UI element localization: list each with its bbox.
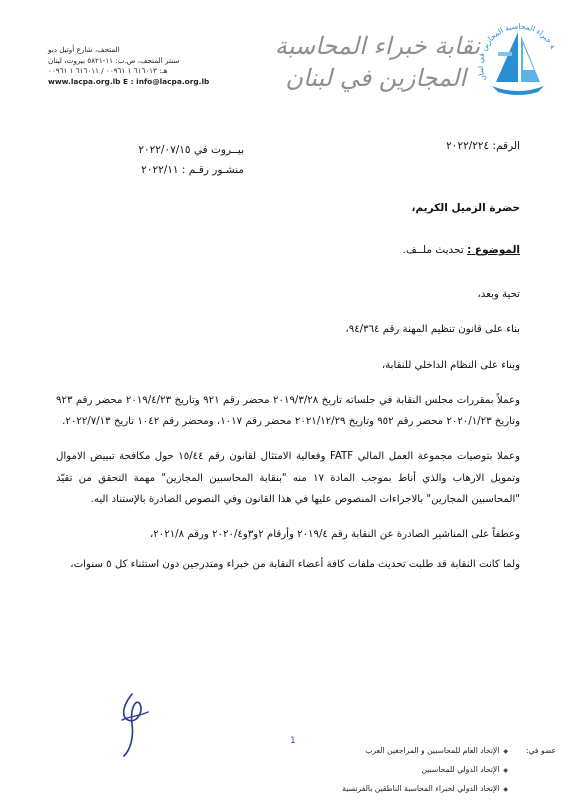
recipient-salutation: حضرة الزميل الكريم، — [411, 202, 520, 214]
paragraph-file-update: ولما كانت النقابة قد طلبت تحديث ملفات كافة أعضاء النقابة من خبراء ومتدرجين دون استثناء كل ٥ سنوات، — [70, 558, 520, 570]
paragraph-fatf: وعملا بتوصيات مجموعة العمل المالي FATF وفعالية الامتثال لقانون رقم ١٥/٤٤ حول مكافحة تبييض الاموال وتمويل الارهاب والذي أناط بموجب المادة ١٧ منه "بنقابة المحاسبين المجازين" مهمة التحقق من تقيّد "المحاسبين المجازين" بالاجراءات المنصوص عليها في هذا القانون وفي النصوص الصادرة بالإستناد اليه. — [56, 451, 520, 506]
subject-label: الموضوع : — [467, 244, 520, 256]
phone-line: هـ: ٦١٦٠١٣ ١ ٠٠٩٦١ / ٦١٦٠١١ ١ ٠٠٩٦١ — [48, 66, 168, 75]
reference-label: الرقم: — [492, 140, 520, 152]
date-block — [84, 140, 244, 180]
org-name-logotype — [274, 28, 480, 98]
reference-value: ٢٠٢٢/٢٢٤ — [446, 140, 490, 152]
membership-item: ◆ الإتحاد الدولي للمحاسبين — [342, 761, 508, 780]
letter-body — [56, 284, 520, 575]
org-logo — [478, 10, 558, 100]
date-line: بيــروت في ٢٠٢٢/٠٧/١٥ — [138, 144, 244, 156]
paragraph-council-decisions: وعملاً بمقررات مجلس النقابة في جلساته تاريخ ٢٠١٩/٣/٢٨ محضر رقم ٩٢١ وتاريخ ٢٠١٩/٤/٢٣ محضر رقم ٩٢٣ وتاريخ ٢٠٢٠/١/٢٣ محضر رقم ٩٥٢ وتاريخ ٢٠٢١/١٢/٢٩ محضر رقم ١٠١٧، ومحضر رقم ١٠٤٢ تاريخ ٢٠٢٢/٧/١٣. — [56, 394, 521, 428]
address-line: المتحف، شارع أوتيل ديو — [48, 45, 120, 54]
subject-line — [402, 244, 520, 256]
paragraph-law: بناء على قانون تنظيم المهنة رقم ٩٤/٣٦٤، — [345, 324, 520, 336]
membership-label: عضو في: — [526, 746, 556, 755]
org-name-line1: نقابة خبراء المحاسبة — [274, 32, 480, 60]
paragraph-circulars: وعطفاً على المناشير الصادرة عن النقابة رقم ٢٠١٩/٤ وأرقام ٢و٣و٢٠٢٠/٤ ورقم ٢٠٢١/٨، — [150, 529, 520, 541]
address-line: سنتر المتحف، ص.ب: ١١-٥٨٢١ بيروت، لبنان — [48, 55, 180, 65]
sailboat-logo-icon — [478, 10, 558, 100]
signature — [110, 690, 160, 760]
membership-item: ◆ الإتحاد الدولي لخبراء المحاسبة الناطقين بالفرنسية — [342, 780, 508, 799]
web-email-line: www.lacpa.org.lb E : info@lacpa.org.lb — [48, 76, 210, 86]
circular-number: منشـور رقـم : ٢٠٢٢/١١ — [141, 164, 244, 176]
org-address — [48, 45, 238, 87]
membership-item: ◆ الإتحاد العام للمحاسبين و المراجعين العرب — [342, 742, 508, 761]
signature-icon — [110, 690, 160, 760]
reference-number — [446, 140, 520, 152]
paragraph-bylaws: وبناء على النظام الداخلي للنقابة، — [381, 359, 520, 371]
subject-value: تحديث ملــف. — [402, 244, 464, 256]
page-number: 1 — [290, 736, 296, 746]
org-name-line2: المجازين في لبنان — [285, 64, 466, 92]
logo-arc-text: ة خبراء المحاسبة المجازين ن — [478, 21, 558, 83]
membership-list — [342, 742, 508, 799]
greeting: تحية وبعد، — [477, 289, 520, 300]
